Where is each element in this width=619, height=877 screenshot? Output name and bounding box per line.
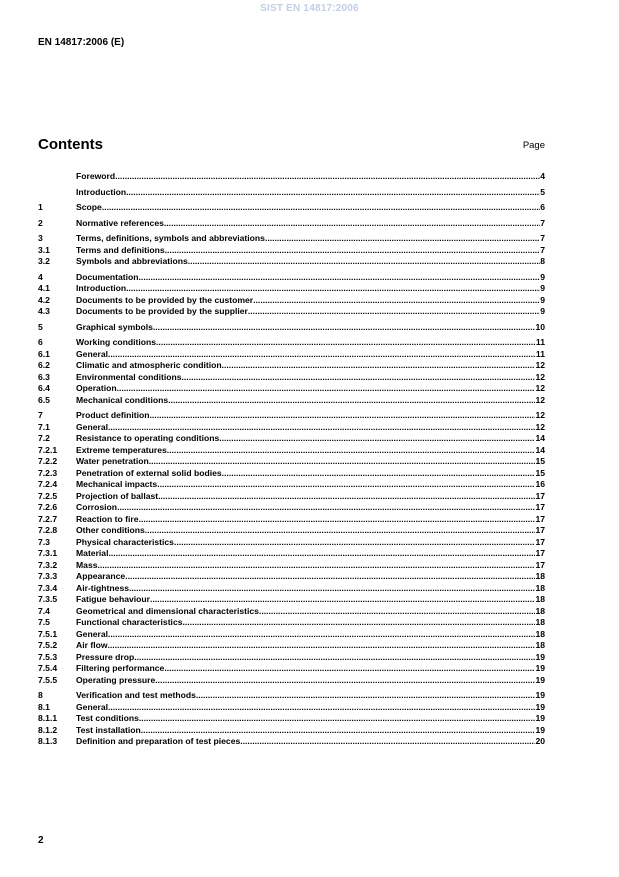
toc-entry-number: 4.2 [38,294,50,305]
toc-entry[interactable] [38,283,545,295]
toc-entry[interactable] [38,583,545,595]
toc-entry-number: 7.3.1 [38,548,58,558]
toc-entry-page: 4 [540,171,545,181]
toc-group [38,410,545,686]
toc-entry-page: 12 [535,383,545,393]
toc-entry-page: 11 [535,337,545,347]
toc-entry-title: Air-tightness [76,582,129,593]
toc-dot-leader [168,395,535,407]
table-of-contents [38,171,545,748]
toc-dot-leader [126,187,540,199]
toc-entry-number: 7.2.5 [38,490,58,501]
toc-entry-page: 19 [535,663,545,673]
toc-entry-title: Pressure drop [76,651,135,662]
toc-entry-number: 7.2.4 [38,479,58,489]
toc-entry-number: 6.1 [38,348,50,359]
toc-entry-page: 18 [535,594,545,604]
toc-entry-title: Resistance to operating conditions [76,433,220,443]
toc-entry-number: 7 [38,410,43,420]
toc-entry[interactable] [38,537,545,549]
toc-entry-page: 7 [540,217,545,228]
toc-dot-leader [108,702,535,714]
toc-entry-title: Operation [76,383,117,393]
toc-entry-title: Corrosion [76,502,118,512]
toc-entry-page: 9 [540,306,545,316]
toc-entry[interactable] [38,410,545,422]
toc-group [38,337,545,406]
toc-entry-page: 10 [535,321,545,332]
toc-entry-title: Documents to be provided by the supplier [76,306,248,316]
toc-entry-title: Symbols and abbreviations [76,256,188,266]
toc-entry[interactable] [38,502,545,514]
toc-entry-page: 20 [535,736,545,746]
toc-entry-page: 19 [535,674,545,685]
toc-dot-leader [108,640,536,652]
toc-dot-leader [108,629,535,641]
toc-entry-title: Fatigue behaviour [76,594,151,604]
toc-entry-page: 12 [535,360,545,370]
toc-entry-number: 1 [38,202,43,212]
toc-entry-title: Geometrical and dimensional characteristics [76,605,259,616]
page-title: Contents [38,136,103,153]
toc-entry[interactable] [38,187,545,199]
toc-dot-leader [165,245,541,257]
toc-entry[interactable] [38,713,545,725]
toc-entry-title: Filtering performance [76,663,165,673]
toc-entry-title: Mass [76,559,98,570]
toc-entry-page: 19 [535,713,545,723]
toc-dot-leader [222,360,536,372]
toc-entry[interactable] [38,606,545,618]
toc-entry[interactable] [38,479,545,491]
toc-dot-leader [108,548,535,560]
toc-entry[interactable] [38,525,545,537]
toc-entry[interactable] [38,690,545,702]
toc-entry-title: Graphical symbols [76,321,153,332]
toc-dot-leader [240,736,535,748]
toc-entry-title: Test installation [76,724,141,735]
toc-entry-title: Terms and definitions [76,244,165,255]
toc-entry[interactable] [38,617,545,629]
toc-dot-leader [182,372,536,384]
toc-entry-number: 7.3.3 [38,571,58,581]
toc-entry-page: 14 [535,444,545,455]
toc-dot-leader [134,652,535,664]
toc-dot-leader [141,725,536,737]
toc-dot-leader [149,456,536,468]
toc-entry-number: 7.5.3 [38,651,58,662]
toc-dot-leader [126,283,540,295]
toc-entry-number: 7.5.5 [38,674,58,685]
toc-entry-page: 14 [535,433,545,443]
toc-group [38,272,545,318]
toc-entry[interactable] [38,218,545,230]
toc-entry-page: 12 [535,421,545,432]
toc-entry-page: 17 [535,502,545,512]
toc-entry-number: 3 [38,233,43,243]
toc-entry-number: 7.2 [38,433,50,443]
toc-dot-leader [253,295,540,307]
toc-entry[interactable] [38,629,545,641]
toc-dot-leader [153,322,536,334]
page-column-label: Page [522,140,545,151]
toc-entry[interactable] [38,202,545,214]
toc-entry-title: Other conditions [76,525,145,535]
toc-group [38,233,545,268]
toc-entry[interactable] [38,295,545,307]
toc-entry-page: 6 [540,202,545,212]
toc-entry[interactable] [38,702,545,714]
toc-dot-leader [117,383,536,395]
toc-entry-number: 8.1.2 [38,724,58,735]
document-id: EN 14817:2006 (E) [38,37,125,48]
toc-entry[interactable] [38,383,545,395]
toc-entry-page: 9 [540,271,545,282]
toc-dot-leader [117,502,535,514]
toc-entry[interactable] [38,548,545,560]
toc-entry-title: Test conditions [76,713,139,723]
toc-dot-leader [164,218,540,230]
toc-dot-leader [167,445,536,457]
toc-entry-page: 18 [535,628,545,639]
toc-entry-page: 16 [535,479,545,489]
toc-entry[interactable] [38,322,545,334]
toc-dot-leader [139,272,541,284]
toc-entry-number: 7.5.4 [38,663,58,673]
toc-entry-title: Documentation [76,271,139,282]
toc-entry-title: Scope [76,202,102,212]
toc-entry[interactable] [38,422,545,434]
toc-group [38,187,545,199]
toc-entry-number: 7.3.2 [38,559,58,570]
toc-entry-page: 18 [535,582,545,593]
toc-entry-title: Reaction to fire [76,513,139,524]
toc-entry-title: Air flow [76,640,108,650]
toc-entry-number: 8.1 [38,701,50,712]
toc-entry[interactable] [38,372,545,384]
toc-entry[interactable] [38,571,545,583]
toc-entry-number: 3.1 [38,244,50,255]
toc-entry[interactable] [38,675,545,687]
toc-entry-number: 4 [38,271,43,282]
toc-dot-leader [248,306,540,318]
toc-entry[interactable] [38,171,545,183]
toc-dot-leader [129,583,535,595]
toc-entry-number: 7.2.7 [38,513,58,524]
toc-entry-title: Physical characteristics [76,536,174,547]
toc-entry-number: 3.2 [38,256,50,266]
toc-dot-leader [150,410,536,422]
toc-entry[interactable] [38,468,545,480]
toc-entry-page: 12 [535,394,545,405]
toc-dot-leader [265,233,540,245]
toc-dot-leader [139,514,536,526]
toc-entry[interactable] [38,456,545,468]
toc-entry[interactable] [38,306,545,318]
toc-entry-number: 4.3 [38,306,50,316]
toc-entry-title: General [76,701,109,712]
toc-dot-leader [196,690,536,702]
toc-entry[interactable] [38,233,545,245]
toc-entry[interactable] [38,245,545,257]
toc-entry[interactable] [38,445,545,457]
toc-entry-title: General [76,628,109,639]
toc-entry-page: 17 [535,513,545,524]
toc-entry-number: 7.2.3 [38,467,58,478]
toc-entry[interactable] [38,349,545,361]
toc-entry[interactable] [38,514,545,526]
toc-entry-page: 12 [535,410,545,420]
toc-entry-number: 7.5.2 [38,640,58,650]
toc-entry-page: 19 [535,701,545,712]
toc-dot-leader [115,171,540,183]
toc-entry-number: 2 [38,217,43,228]
toc-entry-title: Appearance [76,571,126,581]
toc-dot-leader [108,349,536,361]
toc-entry[interactable] [38,652,545,664]
toc-entry-page: 19 [535,724,545,735]
toc-entry-page: 15 [535,467,545,478]
toc-entry-title: Terms, definitions, symbols and abbreviations [76,233,265,243]
toc-dot-leader [155,675,535,687]
toc-entry-number: 7.5 [38,617,50,627]
toc-entry-title: Environmental conditions [76,371,182,382]
toc-entry-title: Penetration of external solid bodies [76,467,222,478]
toc-entry-number: 8.1.3 [38,736,58,746]
toc-entry[interactable] [38,433,545,445]
toc-entry-page: 17 [535,548,545,558]
toc-dot-leader [183,617,536,629]
toc-dot-leader [158,491,535,503]
toc-entry-page: 17 [535,536,545,547]
toc-entry-number: 7.3.4 [38,582,58,593]
toc-entry-title: Projection of ballast [76,490,159,501]
toc-entry-title: Documents to be provided by the customer [76,294,254,305]
toc-group [38,322,545,334]
toc-entry-title: Normative references [76,217,164,228]
toc-dot-leader [219,433,535,445]
toc-dot-leader [157,479,535,491]
toc-entry-page: 7 [540,233,545,243]
toc-entry-number: 7.2.2 [38,456,58,466]
toc-dot-leader [145,525,536,537]
toc-entry-title: General [76,421,109,432]
toc-entry[interactable] [38,560,545,572]
toc-entry-title: General [76,348,109,359]
toc-entry-number: 6.5 [38,394,50,405]
toc-entry-number: 7.5.1 [38,628,58,639]
toc-entry-title: Introduction [76,186,127,197]
toc-entry-title: Functional characteristics [76,617,183,627]
toc-entry[interactable] [38,736,545,748]
toc-entry-page: 18 [535,617,545,627]
toc-entry-number: 7.4 [38,605,50,616]
toc-entry-page: 9 [540,294,545,305]
toc-entry-number: 7.1 [38,421,50,432]
toc-entry[interactable] [38,491,545,503]
toc-dot-leader [108,422,535,434]
toc-entry-title: Climatic and atmospheric condition [76,360,222,370]
toc-entry[interactable] [38,725,545,737]
toc-entry-number: 7.3.5 [38,594,58,604]
toc-entry-page: 18 [535,640,545,650]
toc-entry-number: 4.1 [38,283,50,293]
toc-dot-leader [150,594,535,606]
toc-entry-page: 5 [540,186,545,197]
toc-group [38,202,545,214]
toc-entry-title: Foreword [76,171,116,181]
toc-dot-leader [222,468,536,480]
toc-entry-number: 6.2 [38,360,50,370]
toc-entry-title: Working conditions [76,337,157,347]
toc-entry-number: 6 [38,337,43,347]
toc-entry[interactable] [38,640,545,652]
toc-entry-page: 9 [540,283,545,293]
toc-entry-number: 7.3 [38,536,50,547]
page-number: 2 [38,835,44,846]
toc-entry-number: 5 [38,321,43,332]
toc-entry-page: 17 [535,525,545,535]
toc-entry-number: 8 [38,690,43,700]
toc-entry-title: Definition and preparation of test pieces [76,736,241,746]
toc-entry[interactable] [38,360,545,372]
toc-entry-number: 8.1.1 [38,713,58,723]
toc-entry-page: 19 [535,651,545,662]
toc-dot-leader [259,606,536,618]
toc-entry[interactable] [38,594,545,606]
toc-entry-number: 6.3 [38,371,50,382]
toc-entry-page: 11 [535,348,545,359]
toc-entry-number: 7.2.8 [38,525,58,535]
toc-entry-page: 18 [535,571,545,581]
watermark: SIST EN 14817:2006 [260,3,359,14]
toc-dot-leader [164,663,535,675]
toc-entry-page: 19 [535,690,545,700]
toc-dot-leader [156,337,536,349]
toc-dot-leader [188,256,540,268]
toc-entry-title: Water penetration [76,456,149,466]
toc-entry-page: 17 [535,490,545,501]
toc-entry-title: Operating pressure [76,674,156,685]
toc-dot-leader [139,713,536,725]
toc-group [38,171,545,183]
toc-entry-title: Product definition [76,410,150,420]
toc-entry-number: 7.2.6 [38,502,58,512]
toc-dot-leader [102,202,540,214]
toc-entry[interactable] [38,663,545,675]
toc-entry-number: 7.2.1 [38,444,58,455]
toc-group [38,218,545,230]
toc-entry-page: 8 [540,256,545,266]
toc-entry-page: 18 [535,605,545,616]
toc-entry-title: Material [76,548,109,558]
toc-entry-page: 15 [535,456,545,466]
toc-entry[interactable] [38,272,545,284]
toc-entry-title: Verification and test methods [76,690,196,700]
toc-dot-leader [98,560,536,572]
toc-entry-title: Mechanical impacts [76,479,158,489]
toc-entry-title: Extreme temperatures [76,444,167,455]
toc-entry-title: Mechanical conditions [76,394,169,405]
toc-group [38,690,545,748]
toc-entry-page: 17 [535,559,545,570]
toc-entry[interactable] [38,256,545,268]
toc-entry-number: 6.4 [38,383,50,393]
toc-entry[interactable] [38,395,545,407]
toc-entry-page: 12 [535,371,545,382]
toc-entry-page: 7 [540,244,545,255]
toc-dot-leader [125,571,535,583]
toc-dot-leader [174,537,536,549]
toc-entry-title: Introduction [76,283,127,293]
toc-entry[interactable] [38,337,545,349]
